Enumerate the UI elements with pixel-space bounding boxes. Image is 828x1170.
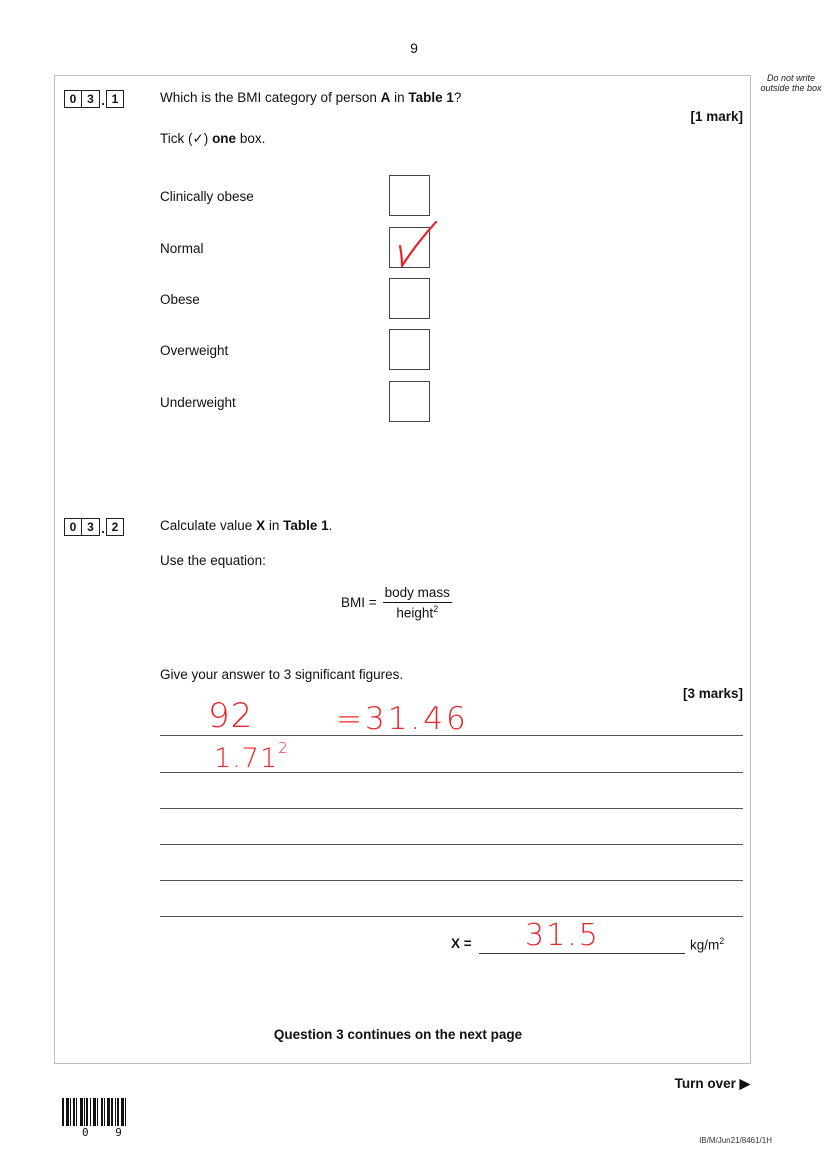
qnum-digit: 0 (64, 90, 82, 108)
continue-note: Question 3 continues on the next page (273, 1027, 523, 1042)
qnum-digit: 3 (82, 518, 100, 536)
equation-instruction: Use the equation: (160, 553, 266, 568)
handwritten-answer: 31.5 (525, 918, 600, 953)
answer-line[interactable] (160, 808, 743, 809)
barcode-digits: 0 9 (82, 1126, 132, 1139)
barcode (62, 1098, 138, 1126)
answer-unit: $kg/m^2$ (690, 936, 725, 953)
answer-line[interactable] (160, 880, 743, 881)
checkbox-underweight[interactable] (389, 381, 430, 422)
option-label-obese: Obese (160, 292, 200, 307)
question-text-03-1: Which is the BMI category of person A in Table 1? (160, 90, 462, 105)
option-label-underweight: Underweight (160, 395, 236, 410)
checkbox-clinically-obese[interactable] (389, 175, 430, 216)
option-label-overweight: Overweight (160, 343, 229, 358)
turn-over: Turn over ▶ (674, 1076, 750, 1091)
qnum-digit: 1 (106, 90, 124, 108)
checkbox-obese[interactable] (389, 278, 430, 319)
qnum-digit: 2 (106, 518, 124, 536)
option-label-clinically-obese: Clinically obese (160, 189, 254, 204)
red-tick-mark-icon (388, 216, 458, 276)
checkbox-overweight[interactable] (389, 329, 430, 370)
marks-03-2: [3 marks] (682, 686, 743, 701)
handwritten-numerator: 92 (208, 696, 254, 736)
equation-denominator: height$^2$ (396, 604, 439, 621)
qnum-digit: 3 (82, 90, 100, 108)
question-text-03-2: Calculate value X in Table 1. (160, 518, 333, 533)
page-number: 9 (410, 40, 418, 56)
bmi-equation (341, 585, 452, 621)
equation-fraction (383, 585, 452, 621)
question-number-03-2: 0 3 . 2 (64, 517, 124, 536)
tick-instruction: Tick (✓) one box. (160, 131, 266, 146)
handwritten-denominator: 1.71$^2$ (214, 739, 289, 774)
answer-label: X = (451, 936, 472, 951)
question-number-03-1: 0 3 . 1 (64, 89, 124, 108)
qnum-digit: 0 (64, 518, 82, 536)
answer-line[interactable] (160, 844, 743, 845)
equation-lhs: BMI = (341, 595, 377, 611)
margin-note: Do not write outside the box (760, 73, 822, 93)
handwritten-result: =31.46 (336, 701, 469, 737)
paper-code: IB/M/Jun21/8461/1H (699, 1136, 772, 1145)
sig-figs-instruction: Give your answer to 3 significant figures. (160, 667, 404, 682)
option-label-normal: Normal (160, 241, 204, 256)
answer-line[interactable] (160, 916, 743, 917)
marks-03-1: [1 mark] (690, 109, 743, 124)
answer-input-line[interactable] (479, 953, 685, 954)
equation-numerator: body mass (383, 585, 452, 603)
checkbox-normal[interactable] (389, 227, 430, 268)
